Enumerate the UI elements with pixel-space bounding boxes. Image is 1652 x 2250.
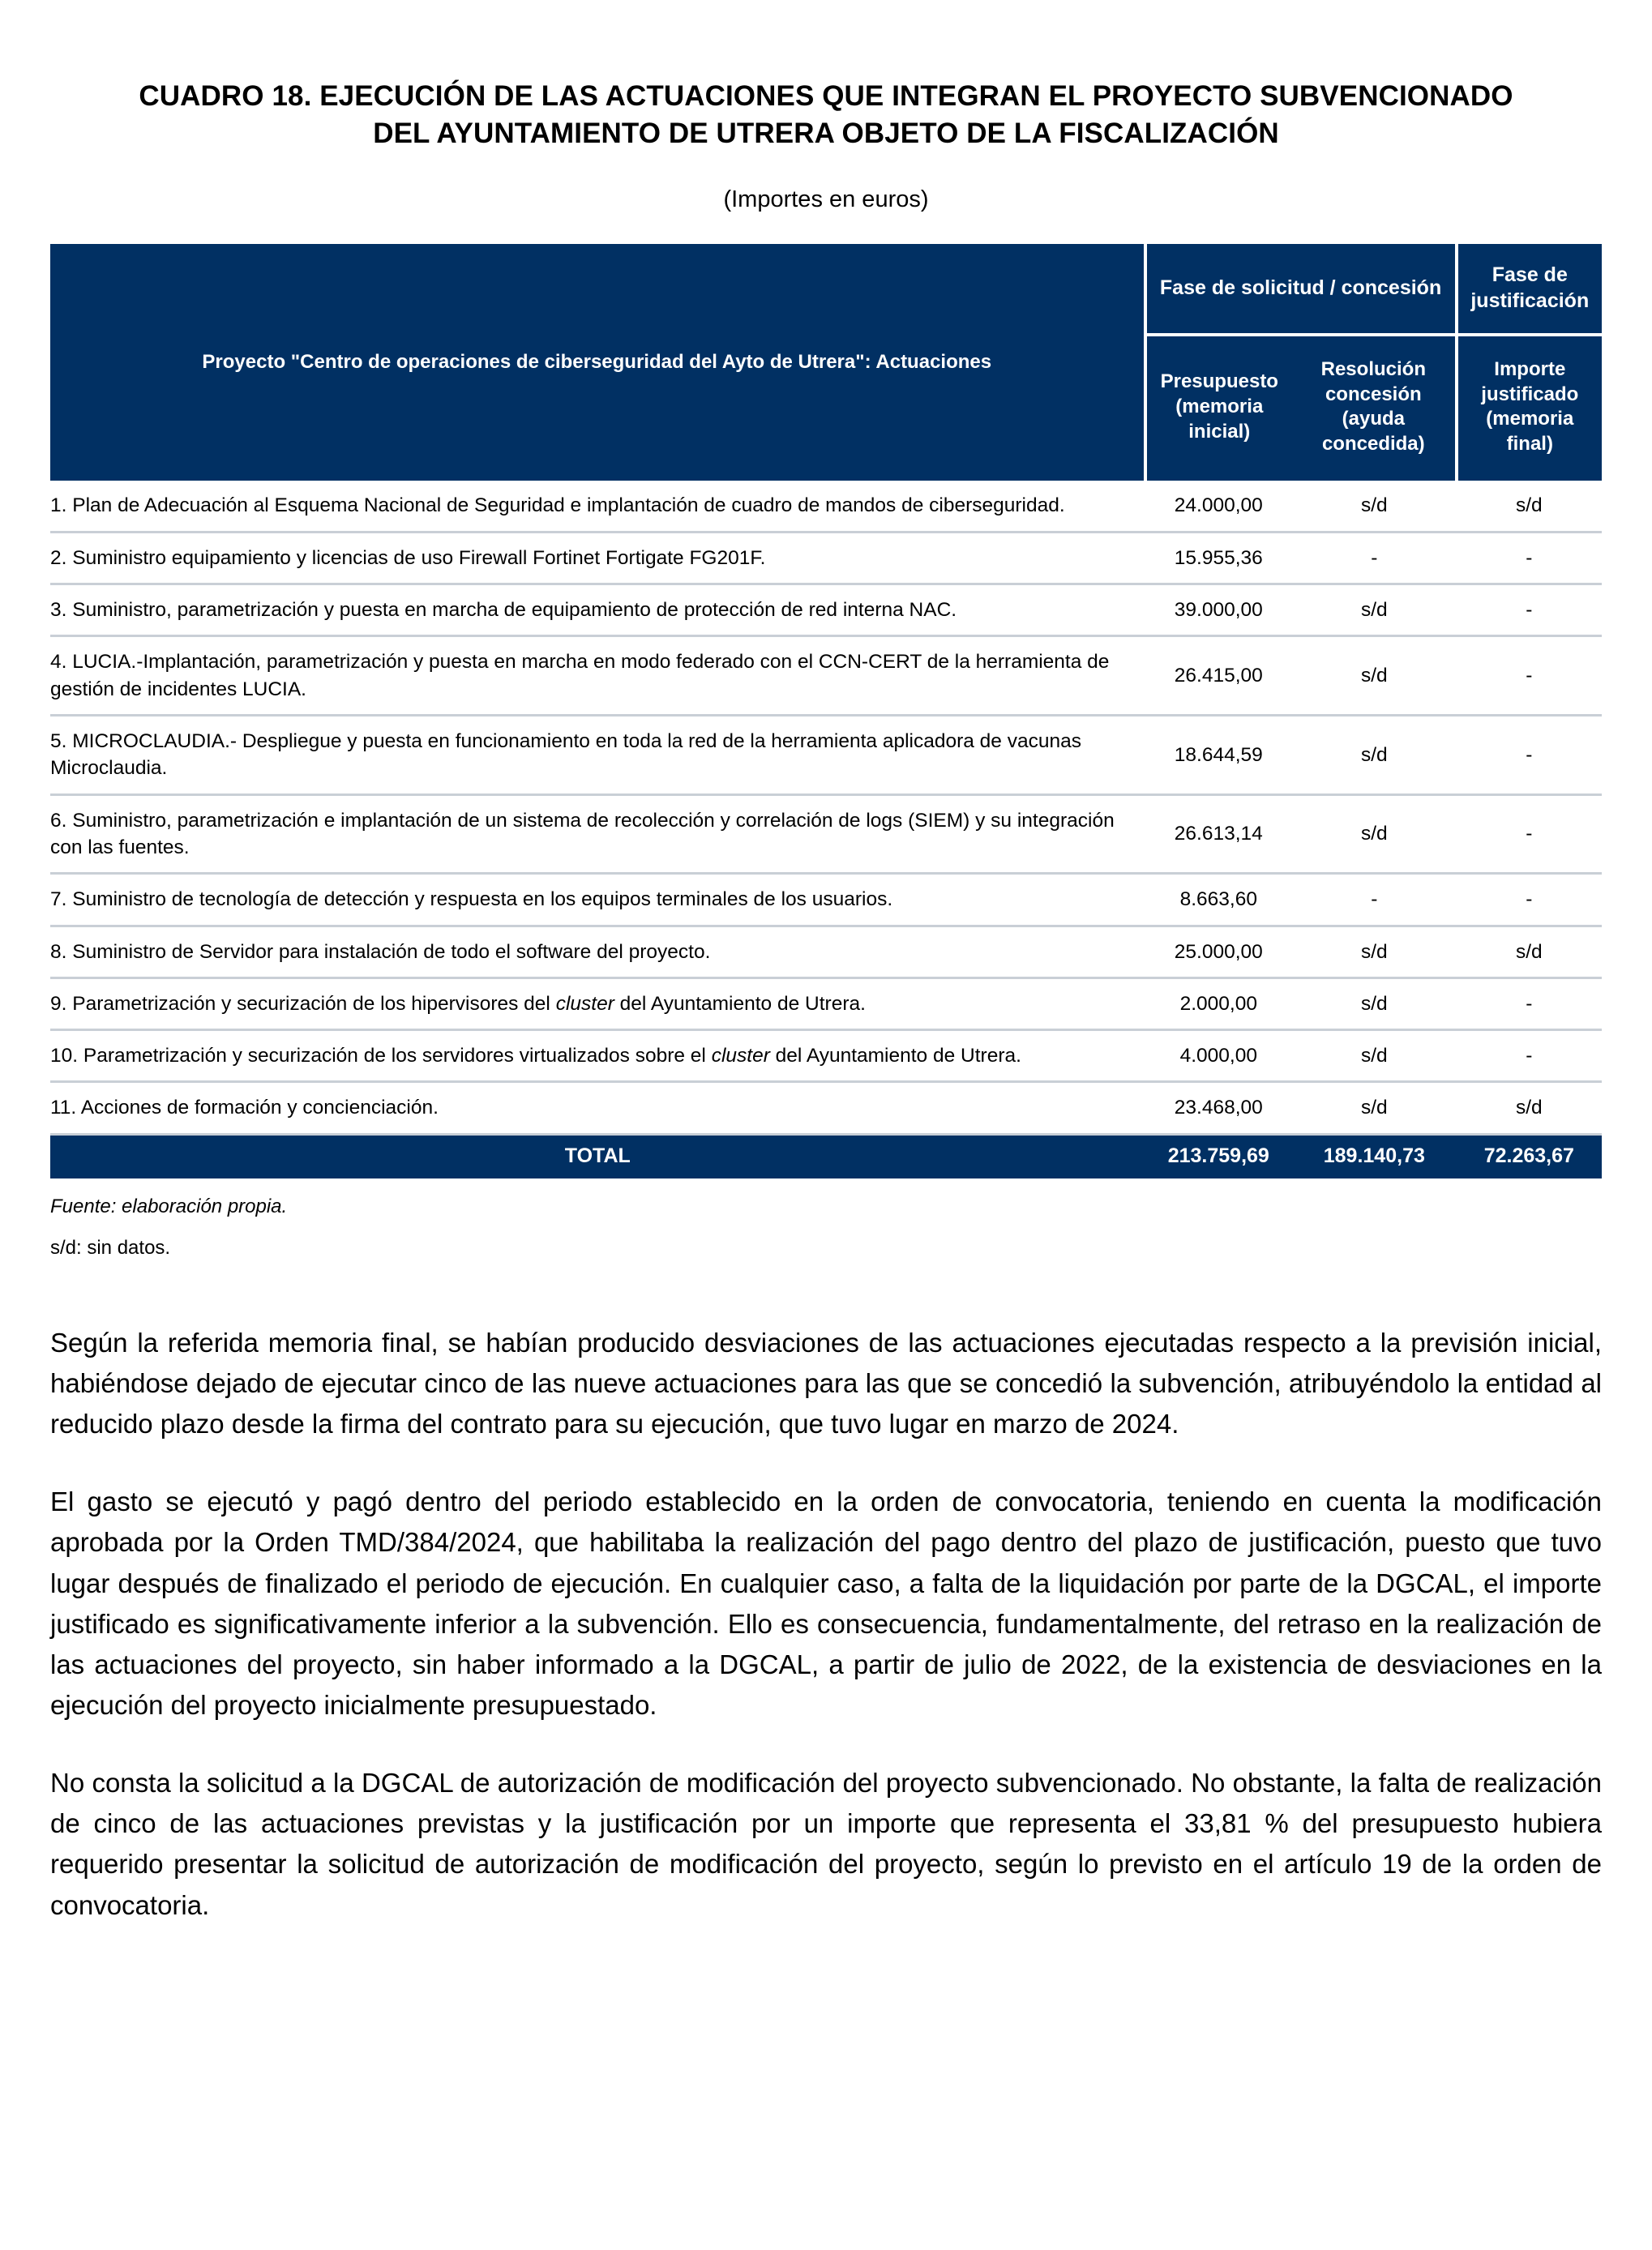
table-row xyxy=(50,481,1602,532)
row-presupuesto: 24.000,00 xyxy=(1145,481,1292,532)
row-justificado: - xyxy=(1457,977,1602,1029)
row-justificado: s/d xyxy=(1457,481,1602,532)
footnotes xyxy=(50,1192,1602,1263)
row-resolucion: s/d xyxy=(1292,481,1457,532)
row-presupuesto: 26.613,14 xyxy=(1145,794,1292,874)
table-row xyxy=(50,977,1602,1029)
table-row xyxy=(50,1030,1602,1082)
row-description: 10. Parametrización y securización de los servidores virtualizados sobre el cluster del Ayuntamiento de Utrera. xyxy=(50,1030,1145,1082)
row-description: 4. LUCIA.-Implantación, parametrización y puesta en marcha en modo federado con el CCN-CERT de la herramienta de gestión de incidentes LUCIA. xyxy=(50,636,1145,716)
row-resolucion: s/d xyxy=(1292,1030,1457,1082)
body-paragraph: Según la referida memoria final, se habían producido desviaciones de las actuaciones ejecutadas respecto a la previsión inicial, habiéndose dejado de ejecutar cinco de las nueve actuaciones para las que se concedió la subvención, atribuyéndolo la entidad al reducido plazo desde la firma del contrato para su ejecución, que tuvo lugar en marzo de 2024. xyxy=(50,1327,1602,1439)
row-presupuesto: 23.468,00 xyxy=(1145,1082,1292,1134)
row-description: 8. Suministro de Servidor para instalación de todo el software del proyecto. xyxy=(50,926,1145,977)
row-description: 9. Parametrización y securización de los hipervisores del cluster del Ayuntamiento de Utrera. xyxy=(50,977,1145,1029)
row-presupuesto: 25.000,00 xyxy=(1145,926,1292,977)
header-col-importe-justificado: Importe justificado (memoria final) xyxy=(1457,335,1602,481)
row-presupuesto: 8.663,60 xyxy=(1145,874,1292,926)
row-resolucion: s/d xyxy=(1292,977,1457,1029)
total-presupuesto: 213.759,69 xyxy=(1145,1134,1292,1178)
row-justificado: - xyxy=(1457,794,1602,874)
table-row xyxy=(50,715,1602,794)
total-resolucion: 189.140,73 xyxy=(1292,1134,1457,1178)
row-description: 5. MICROCLAUDIA.- Despliegue y puesta en funcionamiento en toda la red de la herramienta aplicadora de vacunas Microclaudia. xyxy=(50,715,1145,794)
row-resolucion: s/d xyxy=(1292,1082,1457,1134)
table-header-group-row xyxy=(50,244,1602,335)
row-justificado: - xyxy=(1457,636,1602,716)
table-row xyxy=(50,794,1602,874)
row-presupuesto: 26.415,00 xyxy=(1145,636,1292,716)
footnote-legend: s/d: sin datos. xyxy=(50,1236,171,1259)
table-row xyxy=(50,874,1602,926)
table-footer xyxy=(50,1134,1602,1178)
row-description: 7. Suministro de tecnología de detección y respuesta en los equipos terminales de los usuarios. xyxy=(50,874,1145,926)
row-justificado: s/d xyxy=(1457,926,1602,977)
row-justificado: s/d xyxy=(1457,1082,1602,1134)
row-resolucion: s/d xyxy=(1292,636,1457,716)
table-header xyxy=(50,244,1602,481)
row-description: 6. Suministro, parametrización e implantación de un sistema de recolección y correlación de logs (SIEM) y su integración con las fuentes. xyxy=(50,794,1145,874)
row-resolucion: s/d xyxy=(1292,926,1457,977)
row-resolucion: s/d xyxy=(1292,794,1457,874)
row-justificado: - xyxy=(1457,584,1602,636)
page-title: CUADRO 18. EJECUCIÓN DE LAS ACTUACIONES QUE INTEGRAN EL PROYECTO SUBVENCIONADO DEL AYUNTAMIENTO DE UTRERA OBJETO DE LA FISCALIZACIÓN xyxy=(139,80,1513,150)
header-group-justificacion: Fase de justificación xyxy=(1457,244,1602,335)
header-description-column: Proyecto "Centro de operaciones de ciberseguridad del Ayto de Utrera": Actuaciones xyxy=(50,244,1145,481)
header-col-presupuesto: Presupuesto (memoria inicial) xyxy=(1145,335,1292,481)
row-presupuesto: 15.955,36 xyxy=(1145,532,1292,584)
table-container xyxy=(50,244,1602,1178)
row-presupuesto: 4.000,00 xyxy=(1145,1030,1292,1082)
row-description: 1. Plan de Adecuación al Esquema Nacional de Seguridad e implantación de cuadro de mandos de ciberseguridad. xyxy=(50,481,1145,532)
execution-table xyxy=(50,244,1602,1178)
header-group-solicitud: Fase de solicitud / concesión xyxy=(1145,244,1457,335)
total-justificado: 72.263,67 xyxy=(1457,1134,1602,1178)
row-justificado: - xyxy=(1457,1030,1602,1082)
body-text xyxy=(50,1323,1602,1926)
table-row xyxy=(50,584,1602,636)
table-body xyxy=(50,481,1602,1134)
title-block xyxy=(50,0,1602,213)
row-justificado: - xyxy=(1457,532,1602,584)
footnote-source: Fuente: elaboración propia. xyxy=(50,1195,288,1217)
row-description: 3. Suministro, parametrización y puesta en marcha de equipamiento de protección de red interna NAC. xyxy=(50,584,1145,636)
total-row xyxy=(50,1134,1602,1178)
row-resolucion: - xyxy=(1292,874,1457,926)
total-label: TOTAL xyxy=(50,1134,1145,1178)
row-description: 11. Acciones de formación y concienciación. xyxy=(50,1082,1145,1134)
row-description: 2. Suministro equipamiento y licencias de uso Firewall Fortinet Fortigate FG201F. xyxy=(50,532,1145,584)
table-row xyxy=(50,532,1602,584)
units-subtitle: (Importes en euros) xyxy=(723,186,929,213)
row-presupuesto: 2.000,00 xyxy=(1145,977,1292,1029)
row-presupuesto: 18.644,59 xyxy=(1145,715,1292,794)
table-row xyxy=(50,1082,1602,1134)
row-presupuesto: 39.000,00 xyxy=(1145,584,1292,636)
body-paragraph: No consta la solicitud a la DGCAL de autorización de modificación del proyecto subvencionado. No obstante, la falta de realización de cinco de las actuaciones previstas y la justificación por un importe que representa el 33,81 % del presupuesto hubiera requerido presentar la solicitud de autorización de modificación del proyecto, según lo previsto en el artículo 19 de la orden de convocatoria. xyxy=(50,1768,1602,1920)
row-resolucion: - xyxy=(1292,532,1457,584)
table-row xyxy=(50,926,1602,977)
table-row xyxy=(50,636,1602,716)
body-paragraph: El gasto se ejecutó y pagó dentro del periodo establecido en la orden de convocatoria, teniendo en cuenta la modificación aprobada por la Orden TMD/384/2024, que habilitaba la realización del pago dentro del plazo de justificación, puesto que tuvo lugar después de finalizado el periodo de ejecución. En cualquier caso, a falta de la liquidación por parte de la DGCAL, el importe justificado es significativamente inferior a la subvención. Ello es consecuencia, fundamentalmente, del retraso en la realización de las actuaciones del proyecto, sin haber informado a la DGCAL, a partir de julio de 2022, de la existencia de desviaciones en la ejecución del proyecto inicialmente presupuestado. xyxy=(50,1486,1602,1720)
row-resolucion: s/d xyxy=(1292,584,1457,636)
header-col-resolucion: Resolución concesión (ayuda concedida) xyxy=(1292,335,1457,481)
row-justificado: - xyxy=(1457,715,1602,794)
row-justificado: - xyxy=(1457,874,1602,926)
row-resolucion: s/d xyxy=(1292,715,1457,794)
